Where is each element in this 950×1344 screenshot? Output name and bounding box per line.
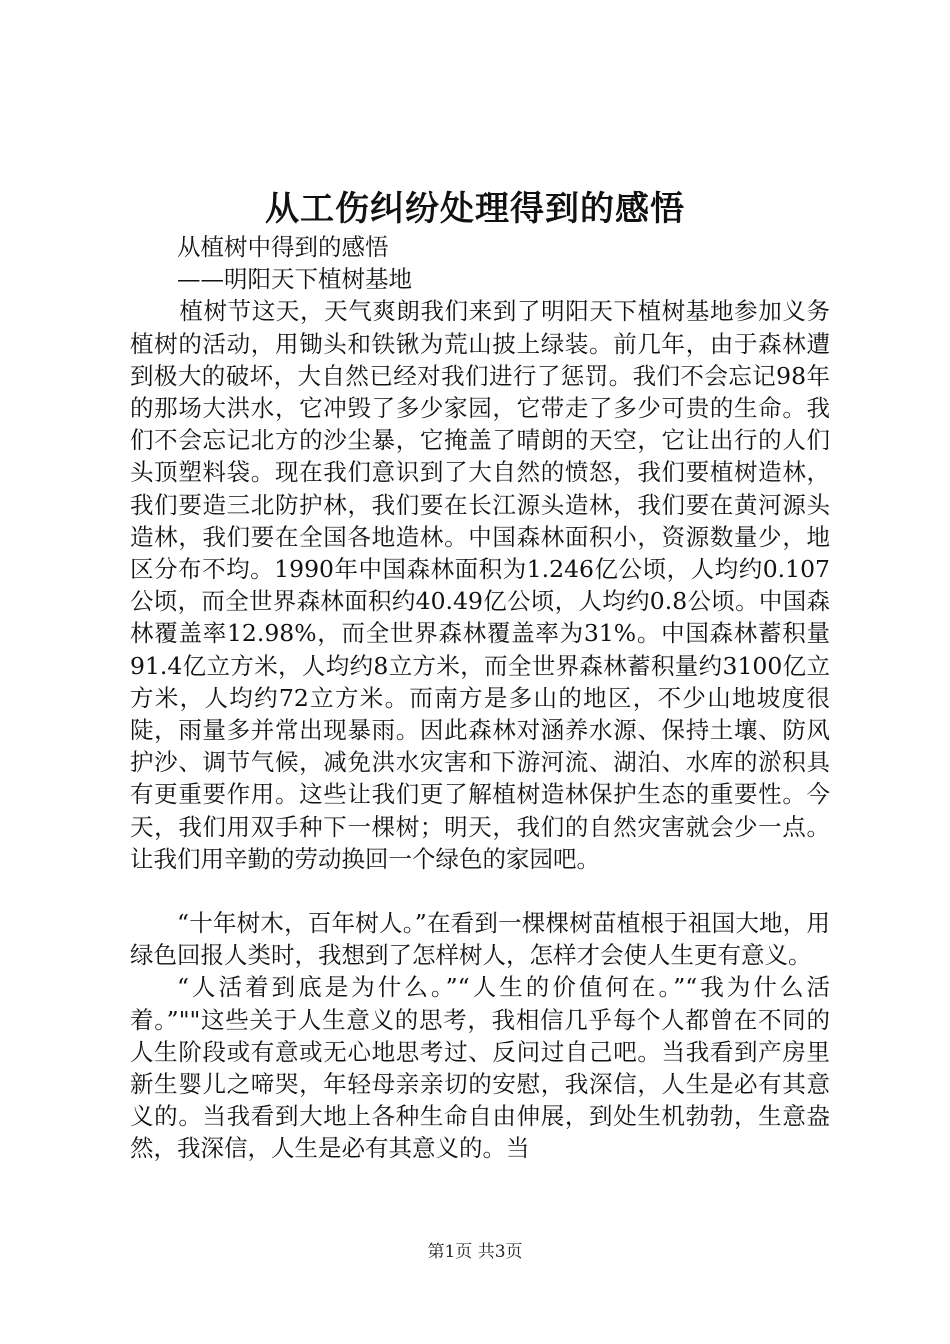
paragraph-2: “十年树木，百年树人。”在看到一棵棵树苗植根于祖国大地，用绿色回报人类时，我想到了怎样树人，怎样才会使人生更有意义。 [130,909,830,970]
paragraph-1: 植树节这天，天气爽朗我们来到了明阳天下植树基地参加义务植树的活动，用锄头和铁锹为荒山披上绿装。前几年，由于森林遭到极大的破坏，大自然已经对我们进行了惩罚。我们不会忘记98年的那场大洪水，它冲毁了多少家园，它带走了多少可贵的生命。我们不会忘记北方的沙尘暴，它掩盖了晴朗的天空，它让出行的人们头顶塑料袋。现在我们意识到了大自然的愤怒，我们要植树造林，我们要造三北防护林，我们要在长江源头造林，我们要在黄河源头造林，我们要在全国各地造林。中国森林面积小，资源数量少，地区分布不均。1990年中国森林面积为1.246亿公顷，人均约0.107公顷，而全世界森林面积约40.49亿公顷，人均约0.8公顷。中国森林覆盖率12.98%，而全世界森林覆盖率为31%。中国森林蓄积量91.4亿立方米，人均约8立方米，而全世界森林蓄积量约3100亿立方米，人均约72立方米。而南方是多山的地区，不少山地坡度很陡，雨量多并常出现暴雨。因此森林对涵养水源、保持土壤、防风护沙、调节气候，减免洪水灾害和下游河流、湖泊、水库的淤积具有更重要作用。这些让我们更了解植树造林保护生态的重要性。今天，我们用双手种下一棵树；明天，我们的自然灾害就会少一点。让我们用辛勤的劳动换回一个绿色的家园吧。 [130,297,830,873]
document-body [130,231,830,1165]
page-footer: 第1页 共3页 [427,1242,523,1262]
subtitle-line-1: 从植树中得到的感悟 [177,233,389,261]
paragraph-spacer [130,875,830,907]
paragraph-3: “人活着到底是为什么。”“人生的价值何在。”“我为什么活着。”""这些关于人生意义的思考，我相信几乎每个人都曾在不同的人生阶段或有意或无心地思考过、反问过自己吧。当我看到产房里新生婴儿之啼哭，年轻母亲亲切的安慰，我深信，人生是必有其意义的。当我看到大地上各种生命自由伸展，到处生机勃勃，生意盎然，我深信，人生是必有其意义的。当 [130,973,830,1163]
subtitle-line-2: ——明阳天下植树基地 [177,265,412,294]
document-title: 从工伤纠纷处理得到的感悟 [265,189,685,229]
